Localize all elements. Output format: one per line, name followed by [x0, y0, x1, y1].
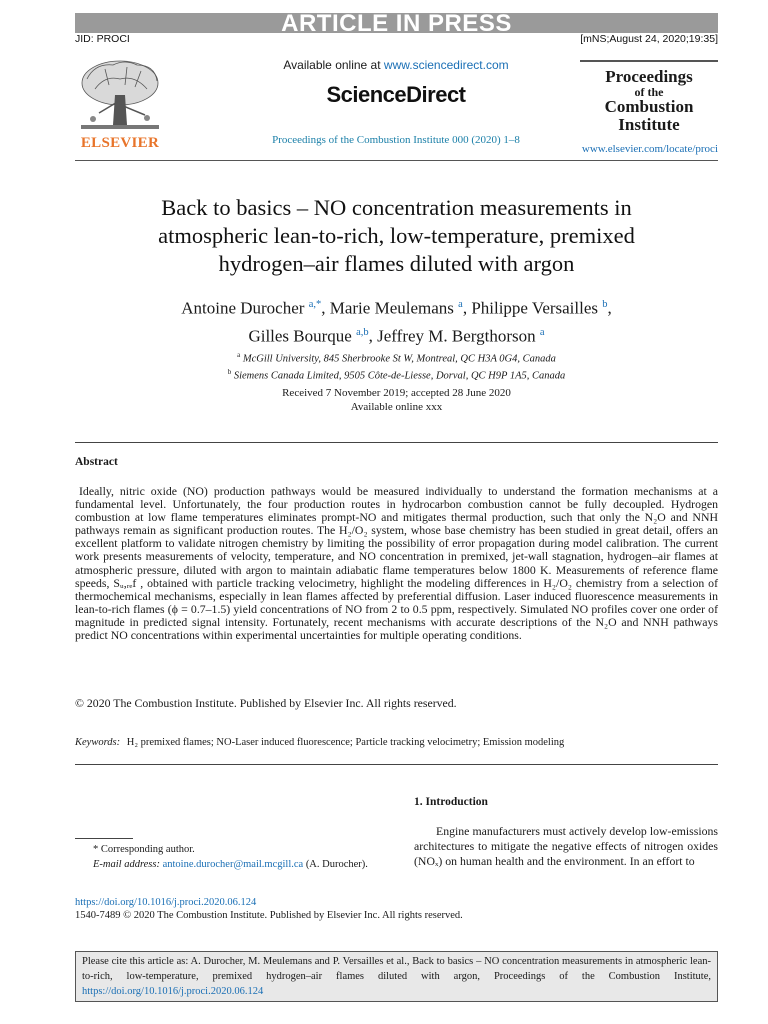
author-affil-sup[interactable]: a,b [356, 326, 369, 338]
abstract-top-divider [75, 442, 718, 443]
affiliation-text: McGill University, 845 Sherbrooke St W, Montreal, QC H3A 0G4, Canada [242, 353, 556, 365]
author-affil-sup[interactable]: a [539, 326, 545, 338]
title-line: atmospheric lean-to-rich, low-temperature, premixed [158, 223, 635, 248]
section-heading-introduction: 1. Introduction [414, 796, 488, 808]
author-name[interactable]: Antoine Durocher [181, 298, 305, 318]
keywords-divider [75, 764, 718, 765]
affiliation-sup: b [227, 367, 232, 376]
cite-text: Please cite this article as: A. Durocher, M. Meulemans and P. Versailles et al., Back to basics – NO concentration measurements in atmospheric lean-to-rich, low-temperature, premixed hydrogen–air flames diluted with argon, Proceedings of the Combustion Institute, [82, 956, 711, 982]
affiliation-text: Siemens Canada Limited, 9505 Côte-de-Liesse, Dorval, QC H9P 1A5, Canada [233, 370, 566, 381]
cite-this-article-box [75, 951, 718, 1002]
affiliation-sup: a [237, 351, 241, 359]
elsevier-wordmark: ELSEVIER [80, 135, 160, 151]
author-name[interactable]: Gilles Bourque [248, 326, 352, 346]
sciencedirect-link[interactable]: www.sciencedirect.com [383, 58, 509, 72]
author-name[interactable]: Marie Meulemans [329, 298, 454, 318]
abstract-copyright: © 2020 The Combustion Institute. Published by Elsevier Inc. All rights reserved. [75, 696, 457, 710]
author-separator: , [607, 298, 612, 318]
affiliations [75, 349, 718, 382]
article-dates [75, 386, 718, 414]
journal-url-link[interactable]: www.elsevier.com/locate/proci [581, 143, 718, 155]
abstract-text: Ideally, nitric oxide (NO) production pathways would be measured individually to understand the formation mechanisms at a fundamental level. Unfortunately, the four production routes in hydrocarbon combustion cannot be fully decoupled. Hydrogen combustion at low flame temperatures eliminates prompt-NO and mitigates thermal production, such that only the N₂O and NNH pathways remain as significant production routes. The H₂/O₂ system, whose base chemistry has been studied in great detail, offers an excellent platform to validate nitrogen chemistry by limiting the possibility of error propagation during model calibration. The current work presents measurements of velocity, temperature, and NO concentration in premixed, jet-wall stagnation, hydrogen–air flames at atmospheric pressure, diluted with argon to maintain adiabatic flame temperatures below 1800 K. Measurements of reference flame speeds, Sᵤ,ᵣₑf , obtained with particle tracking velocimetry, highlight the modeling differences in H₂/O₂ chemistry from a selection of thermochemical mechanisms, especially in lean flames affected by preferential diffusion. Laser induced fluorescence measurements in lean-to-rich flames (ϕ = 0.7–1.5) yield concentrations of NO from 2 to 0.5 ppm, respectively. Simulated NO profiles cover one order of magnitude in predicted signal intensity. Fortunately, recent mechanisms with accurate descriptions of the N₂O and NNH pathways predict NO concentrations within experimental uncertainties for multiple operating conditions. [75, 484, 718, 643]
banner-text: ARTICLE IN PRESS [281, 10, 512, 37]
available-online [230, 58, 562, 72]
keywords [75, 737, 718, 748]
sciencedirect-logo: ScienceDirect [326, 82, 466, 107]
title-line: Back to basics – NO concentration measurements in [161, 195, 632, 220]
abstract-body [75, 485, 718, 642]
issn-copyright: 1540-7489 © 2020 The Combustion Institute. Published by Elsevier Inc. All rights reserved. [75, 910, 463, 921]
jid-label: JID: PROCI [75, 33, 130, 45]
article-in-press-banner [75, 10, 718, 37]
author-separator: , [321, 298, 330, 318]
author-separator: , [368, 326, 378, 346]
introduction-text: Engine manufacturers must actively develop low-emissions architectures to mitigate the negative effects of nitrogen oxides (NOₓ) on human health and the environment. In an effort to [414, 824, 718, 868]
email-suffix: (A. Durocher). [303, 859, 368, 870]
author-affil-sup[interactable]: a [458, 299, 463, 310]
available-online-label: Available online at [283, 58, 384, 72]
footnote [75, 842, 395, 872]
received-date: Received 7 November 2019; accepted 28 June 2020 [282, 387, 511, 399]
elsevier-tree-icon [75, 55, 165, 131]
author-affil-sup[interactable]: b [602, 299, 608, 310]
email-note [75, 857, 395, 872]
journal-title-box [580, 60, 718, 134]
journal-title-line: of the [634, 84, 664, 99]
keywords-text: H₂ premixed flames; NO-Laser induced fluorescence; Particle tracking velocimetry; Emission modeling [126, 737, 565, 748]
corresponding-author-note: * Corresponding author. [93, 844, 195, 855]
introduction-body [414, 824, 718, 869]
journal-title-line: Proceedings [605, 67, 693, 86]
author-list [75, 293, 718, 348]
build-stamp: [mNS;August 24, 2020;19:35] [580, 33, 718, 45]
title-line: hydrogen–air flames diluted with argon [218, 251, 575, 276]
cite-doi-link[interactable]: https://doi.org/10.1016/j.proci.2020.06.124 [82, 986, 264, 997]
email-label: E-mail address: [93, 859, 163, 870]
author-name[interactable]: Philippe Versailles [471, 298, 599, 318]
journal-title-line: Combustion [604, 97, 694, 117]
header-divider [75, 160, 718, 161]
email-link[interactable]: antoine.durocher@mail.mcgill.ca [162, 859, 304, 870]
doi-link[interactable]: https://doi.org/10.1016/j.proci.2020.06.124 [75, 897, 257, 908]
author-separator: , [462, 298, 472, 318]
article-title [75, 194, 718, 278]
affiliation-item [75, 349, 718, 366]
available-date: Available online xxx [350, 401, 443, 413]
footnote-divider [75, 838, 133, 839]
keywords-label: Keywords: [75, 737, 121, 748]
author-affil-sup[interactable]: a,* [308, 299, 322, 310]
elsevier-logo [75, 55, 165, 151]
journal-citation: Proceedings of the Combustion Institute 000 (2020) 1–8 [272, 134, 520, 146]
abstract-heading: Abstract [75, 456, 118, 468]
affiliation-item [75, 366, 718, 383]
author-name[interactable]: Jeffrey M. Bergthorson [377, 326, 536, 346]
journal-title-line: Institute [618, 115, 680, 135]
